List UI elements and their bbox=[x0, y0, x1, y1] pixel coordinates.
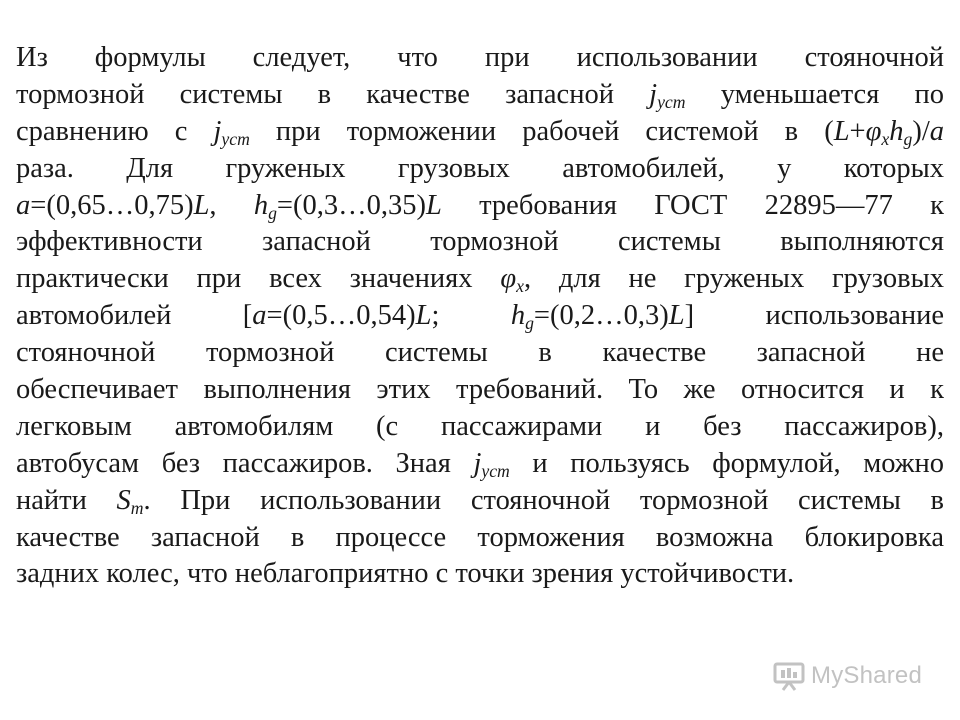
line-text: ] использование bbox=[684, 300, 945, 332]
text-line-3 bbox=[16, 114, 944, 151]
var-L: L bbox=[833, 115, 850, 147]
line-text: =(0,2…0,3) bbox=[533, 300, 669, 332]
text-line-14 bbox=[16, 520, 944, 557]
subscript-x: x bbox=[881, 128, 890, 149]
text-line-13 bbox=[16, 483, 944, 520]
line-text: и пользуясь формулой, можно bbox=[509, 447, 944, 479]
text-line-5 bbox=[16, 188, 944, 225]
line-text: эффективности запасной тормозной системы выполняются bbox=[16, 226, 944, 258]
var-h: h bbox=[510, 300, 526, 332]
line-text: =(0,3…0,35) bbox=[276, 189, 426, 221]
var-phi: φ bbox=[500, 263, 517, 295]
line-text: тормозной системы в качестве запасной bbox=[16, 78, 650, 110]
line-text: автомобилей [ bbox=[16, 300, 253, 332]
text-line-4 bbox=[16, 151, 944, 188]
paragraph bbox=[16, 40, 944, 593]
line-text: , bbox=[209, 189, 254, 221]
subscript-ust: уст bbox=[221, 128, 250, 149]
presentation-board-icon bbox=[773, 661, 805, 691]
watermark-text: MyShared bbox=[811, 662, 922, 689]
line-text: задних колес, что неблагоприятно с точки зрения устойчивости. bbox=[16, 558, 795, 590]
var-h: h bbox=[253, 189, 269, 221]
myshared-watermark bbox=[773, 656, 922, 696]
line-text: =(0,5…0,54) bbox=[266, 300, 416, 332]
var-L: L bbox=[415, 300, 432, 332]
text-line-10 bbox=[16, 372, 944, 409]
var-h: h bbox=[889, 115, 904, 147]
subscript-g: g bbox=[268, 202, 277, 223]
var-j: j bbox=[473, 447, 482, 479]
text-line-2 bbox=[16, 77, 944, 114]
subscript-ust: уст bbox=[481, 460, 510, 481]
text-line-11 bbox=[16, 409, 944, 446]
line-text: найти bbox=[16, 484, 117, 516]
text-line-12 bbox=[16, 446, 944, 483]
line-text: . При использовании стояночной тормозной системы в bbox=[143, 484, 944, 516]
subscript-g: g bbox=[903, 128, 913, 149]
line-text: практически при всех значениях bbox=[16, 263, 501, 295]
line-text: стояночной тормозной системы в качестве запасной не bbox=[16, 337, 944, 369]
line-text: Из формулы следует, что при использовании стояночной bbox=[16, 42, 944, 73]
line-text: легковым автомобилям (с пассажирами и без пассажиров), bbox=[16, 410, 944, 442]
text-line-6 bbox=[16, 224, 944, 261]
subscript-g: g bbox=[525, 313, 534, 334]
slide-body-text bbox=[16, 40, 944, 593]
text-line-15 bbox=[16, 556, 944, 593]
text-line-1 bbox=[16, 40, 944, 77]
var-phi: φ bbox=[865, 115, 882, 147]
line-text: раза. Для груженых грузовых автомобилей, у которых bbox=[16, 152, 944, 184]
text-line-9 bbox=[16, 335, 944, 372]
plus-sign: + bbox=[849, 115, 866, 147]
line-text: , для не груженых грузовых bbox=[523, 263, 944, 295]
text-line-7 bbox=[16, 261, 944, 298]
var-L: L bbox=[193, 189, 210, 221]
var-L: L bbox=[668, 300, 685, 332]
line-text: при торможении рабочей системой в ( bbox=[249, 115, 834, 147]
line-text: )/ bbox=[912, 115, 930, 147]
line-text: качестве запасной в процессе торможения возможна блокировка bbox=[16, 521, 944, 553]
var-S: S bbox=[116, 484, 131, 516]
subscript-ust: уст bbox=[657, 91, 686, 112]
subscript-m: m bbox=[130, 497, 144, 518]
text-line-8 bbox=[16, 298, 944, 335]
var-j: j bbox=[649, 78, 658, 110]
var-j: j bbox=[213, 115, 222, 147]
line-text: обеспечивает выполнения этих требований. То же относится и к bbox=[16, 374, 944, 406]
line-text: автобусам без пассажиров. Зная bbox=[16, 447, 474, 479]
var-a: a bbox=[929, 115, 944, 147]
subscript-x: x bbox=[516, 276, 524, 297]
var-a: a bbox=[252, 300, 267, 332]
line-text: сравнению с bbox=[16, 115, 214, 147]
line-text: ; bbox=[431, 300, 511, 332]
line-text: уменьшается по bbox=[685, 78, 944, 110]
line-text: требования ГОСТ 22895—77 к bbox=[441, 189, 945, 221]
var-L: L bbox=[425, 189, 442, 221]
line-text: =(0,65…0,75) bbox=[30, 189, 194, 221]
var-a: a bbox=[16, 189, 31, 221]
